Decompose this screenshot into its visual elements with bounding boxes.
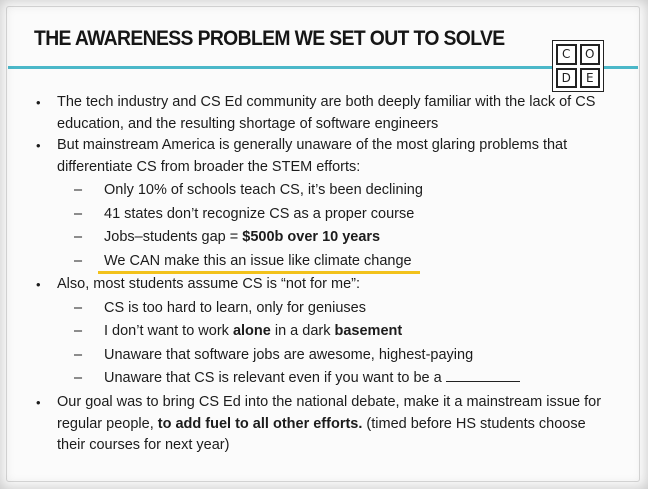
highlighted-text: We CAN make this an issue like climate change [98,253,420,274]
fill-in-blank [446,369,520,382]
sub-bullet-relevant: – Unaware that CS is relevant even if you want to be a [57,367,616,391]
sub-bullet-states: – 41 states don’t recognize CS as a proper course [57,203,616,227]
bullet-our-goal: • Our goal was to bring CS Ed into the national debate, make it a mainstream issue for regular people, to add fuel to all other efforts. (timed before HS students choose their courses for next year) [36,392,616,457]
bullet-tech-industry: • The tech industry and CS Ed community are both deeply familiar with the lack of CS education, and the resulting shortage of software engineers [36,92,616,135]
logo-letter-c: C [556,44,577,65]
sub-bullet-jobs-awesome: – Unaware that software jobs are awesome, highest-paying [57,344,616,368]
bullet-not-for-me: • Also, most students assume CS is “not for me”: – CS is too hard to learn, only for geniuses – I don’t want to work alone in a dark basement – Unaware that software jobs are awesome, highest-paying – Unaware that CS is relevant even if you want to be a [36,274,616,391]
sub-bullet-alone: – I don’t want to work alone in a dark basement [57,320,616,344]
logo-letter-o: O [580,44,601,65]
slide-title: THE AWARENESS PROBLEM WE SET OUT TO SOLVE [34,26,505,50]
code-logo [552,40,604,92]
logo-letter-e: E [580,68,601,89]
logo-letter-d: D [556,68,577,89]
title-rule [8,66,638,69]
sub-bullet-too-hard: – CS is too hard to learn, only for geniuses [57,297,616,321]
sub-bullet-jobs-gap: – Jobs–students gap = $500b over 10 years [57,226,616,250]
bullet-mainstream-america: • But mainstream America is generally unaware of the most glaring problems that differentiate CS from broader the STEM efforts: – Only 10% of schools teach CS, it’s been declining – 41 states don’t recognize CS as a proper course – Jobs–students gap = $500b over 10 years – We CAN make this an issue like climate change [36,135,616,273]
sub-list-perceptions [57,297,616,391]
sub-bullet-climate [57,250,616,274]
sub-bullet-schools: – Only 10% of schools teach CS, it’s been declining [57,179,616,203]
bullet-list [36,92,616,457]
sub-list-problems [57,179,616,273]
